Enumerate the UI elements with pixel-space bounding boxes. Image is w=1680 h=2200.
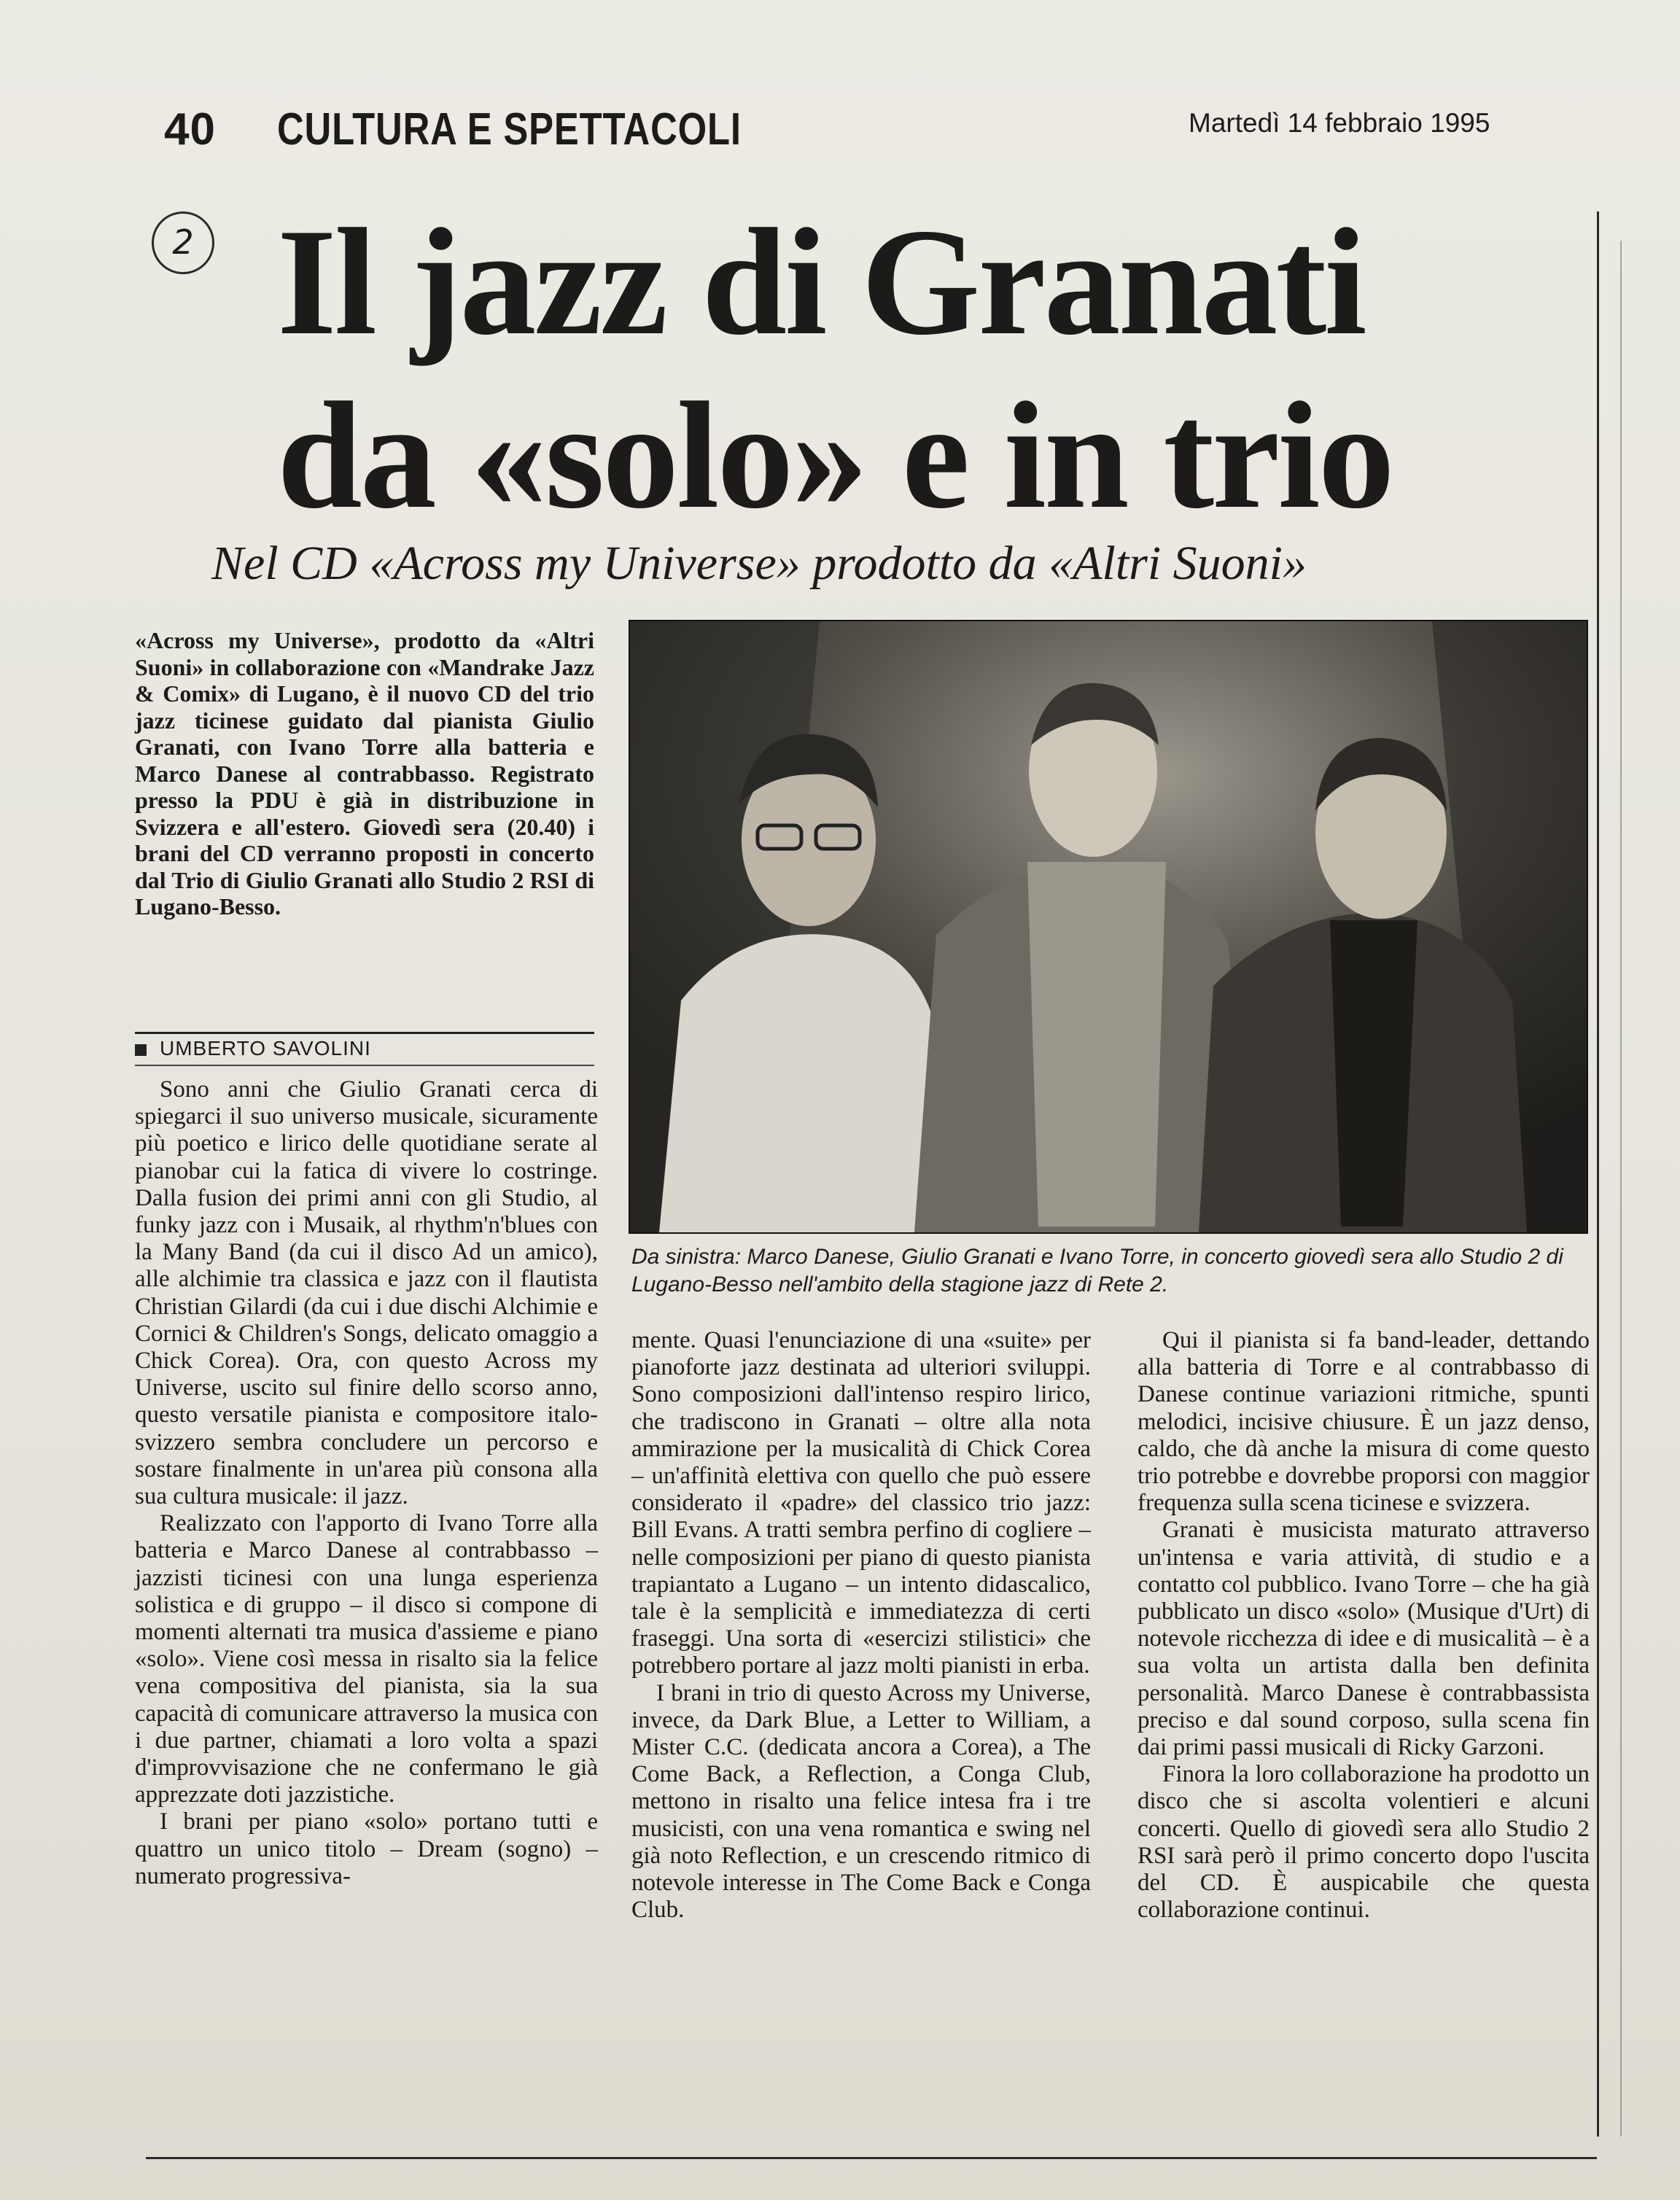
paragraph: mente. Quasi l'enunciazione di una «suite» per pianoforte jazz destinata ad ulteriori sviluppi. Sono composizioni dall'intenso respiro lirico, che tradiscono in Granati – oltre alla nota ammirazione per la musicalità di Chick Corea – un'affinità elettiva con quello che può essere considerato il «padre» del classico trio jazz: Bill Evans. A tratti sembra perfino di cogliere – nelle composizioni per piano di questo pianista trapiantato a Lugano – un intento didascalico, tale è la semplicità e immediatezza di certi fraseggi. Una sorta di «esercizi stilistici» che potrebbero portare al jazz molti pianisti in erba.	[631, 1327, 1091, 1679]
headline-line-1: Il jazz di Granati	[277, 198, 1365, 367]
handwritten-circled-number: 2	[152, 211, 214, 274]
column-divider-shadow	[1620, 241, 1622, 2137]
photo-illustration	[630, 621, 1587, 1232]
paragraph: Qui il pianista si fa band-leader, dettando alla batteria di Torre e al contrabbasso di Danese continue variazioni ritmiche, spunti melodici, incisive chiusure. È un jazz denso, caldo, che dà anche la misura di come questo trio potrebbe e dovrebbe proporsi con maggior frequenza sulla scena ticinese e svizzera.	[1138, 1327, 1590, 1517]
photo-caption: Da sinistra: Marco Danese, Giulio Granati e Ivano Torre, in concerto giovedì sera allo Studio 2 di Lugano-Besso nell'ambito della stagione jazz di Rete 2.	[631, 1245, 1563, 1297]
paragraph: I brani per piano «solo» portano tutti e quattro un unico titolo – Dream (sogno) – numerato progressiva-	[135, 1808, 598, 1889]
author-name: UMBERTO SAVOLINI	[160, 1037, 371, 1060]
byline	[135, 1037, 594, 1060]
bullet-square-icon	[135, 1044, 147, 1056]
paragraph: Realizzato con l'apporto di Ivano Torre alla batteria e Marco Danese al contrabbasso – jazzisti ticinesi con una lunga esperienza solistica e di gruppo – il disco si compone di momenti alternati tra musica d'assieme e piano «solo». Viene così messa in risalto sia la felice vena compositiva del pianista, sia la sua capacità di comunicare attraverso la musica con i due partner, chiamati a loro volta a spazi d'improvvisazione che ne confermano le già apprezzate doti jazzistiche.	[135, 1510, 598, 1808]
paragraph: Granati è musicista maturato attraverso un'intensa e varia attività, di studio e a contatto col pubblico. Ivano Torre – che ha già pubblicato un disco «solo» (Musique d'Urt) di notevole ricchezza di idee e di musicalità – è a sua volta un artista dalla ben definita personalità. Marco Danese è contrabbassista preciso e dal sound corposo, sulla scena fin dai primi passi musicali di Ricky Garzoni.	[1138, 1517, 1590, 1761]
paragraph: Finora la loro collaborazione ha prodotto un disco che si ascolta volentieri e alcuni concerti. Quello di giovedì sera allo Studio 2 RSI sarà però il primo concerto dopo l'uscita del CD. È auspicabile che questa collaborazione continui.	[1138, 1761, 1590, 1924]
byline-rule-bottom	[135, 1065, 594, 1066]
body-column-1	[135, 1076, 598, 1890]
page-number: 40	[164, 104, 216, 155]
body-column-2	[631, 1327, 1091, 1924]
lead-paragraph: «Across my Universe», prodotto da «Altri Suoni» in collaborazione con «Mandrake Jazz & Comix» di Lugano, è il nuovo CD del trio jazz ticinese guidato dal pianista Giulio Granati, con Ivano Torre alla batteria e Marco Danese al contrabbasso. Registrato presso la PDU è già in distribuzione in Svizzera e all'estero. Giovedì sera (20.40) i brani del CD verranno proposti in concerto dal Trio di Giulio Granati allo Studio 2 RSI di Lugano-Besso.	[135, 627, 594, 920]
issue-date: Martedì 14 febbraio 1995	[1189, 108, 1490, 138]
trio-photo	[629, 620, 1588, 1234]
subheadline: Nel CD «Across my Universe» prodotto da «Altri Suoni»	[211, 537, 1307, 590]
body-column-3	[1138, 1327, 1590, 1924]
paragraph: I brani in trio di questo Across my Universe, invece, da Dark Blue, a Letter to William, a Mister C.C. (dedicata ancora a Corea), a The Come Back, a Reflection, a Conga Club, mettono in risalto una felice intesa fra i tre musicisti, con una vena romantica e swing nel già noto Reflection, e un crescendo ritmico di notevole interesse in The Come Back e Conga Club.	[631, 1679, 1091, 1924]
headline-line-2: da «solo» e in trio	[277, 371, 1393, 540]
section-title: CULTURA E SPETTACOLI	[277, 104, 742, 155]
column-divider	[1597, 211, 1599, 2137]
bottom-rule	[146, 2157, 1597, 2159]
headline	[277, 195, 1517, 543]
byline-rule	[135, 1032, 594, 1034]
paragraph: Sono anni che Giulio Granati cerca di spiegarci il suo universo musicale, sicuramente più poetico e lirico delle quotidiane serate al pianobar cui la fatica di vivere lo costringe. Dalla fusion dei primi anni con gli Studio, al funky jazz con i Musaik, al rhythm'n'blues con la Many Band (da cui il disco Ad un amico), alle alchimie tra classica e jazz con il flautista Christian Gilardi (da cui i due dischi Alchimie e Cornici & Children's Songs, delicato omaggio a Chick Corea). Ora, con questo Across my Universe, uscito sul finire dello scorso anno, questo versatile pianista e compositore italo-svizzero sembra concludere un percorso e sostare finalmente in un'area più consona alla sua cultura musicale: il jazz.	[135, 1076, 598, 1510]
